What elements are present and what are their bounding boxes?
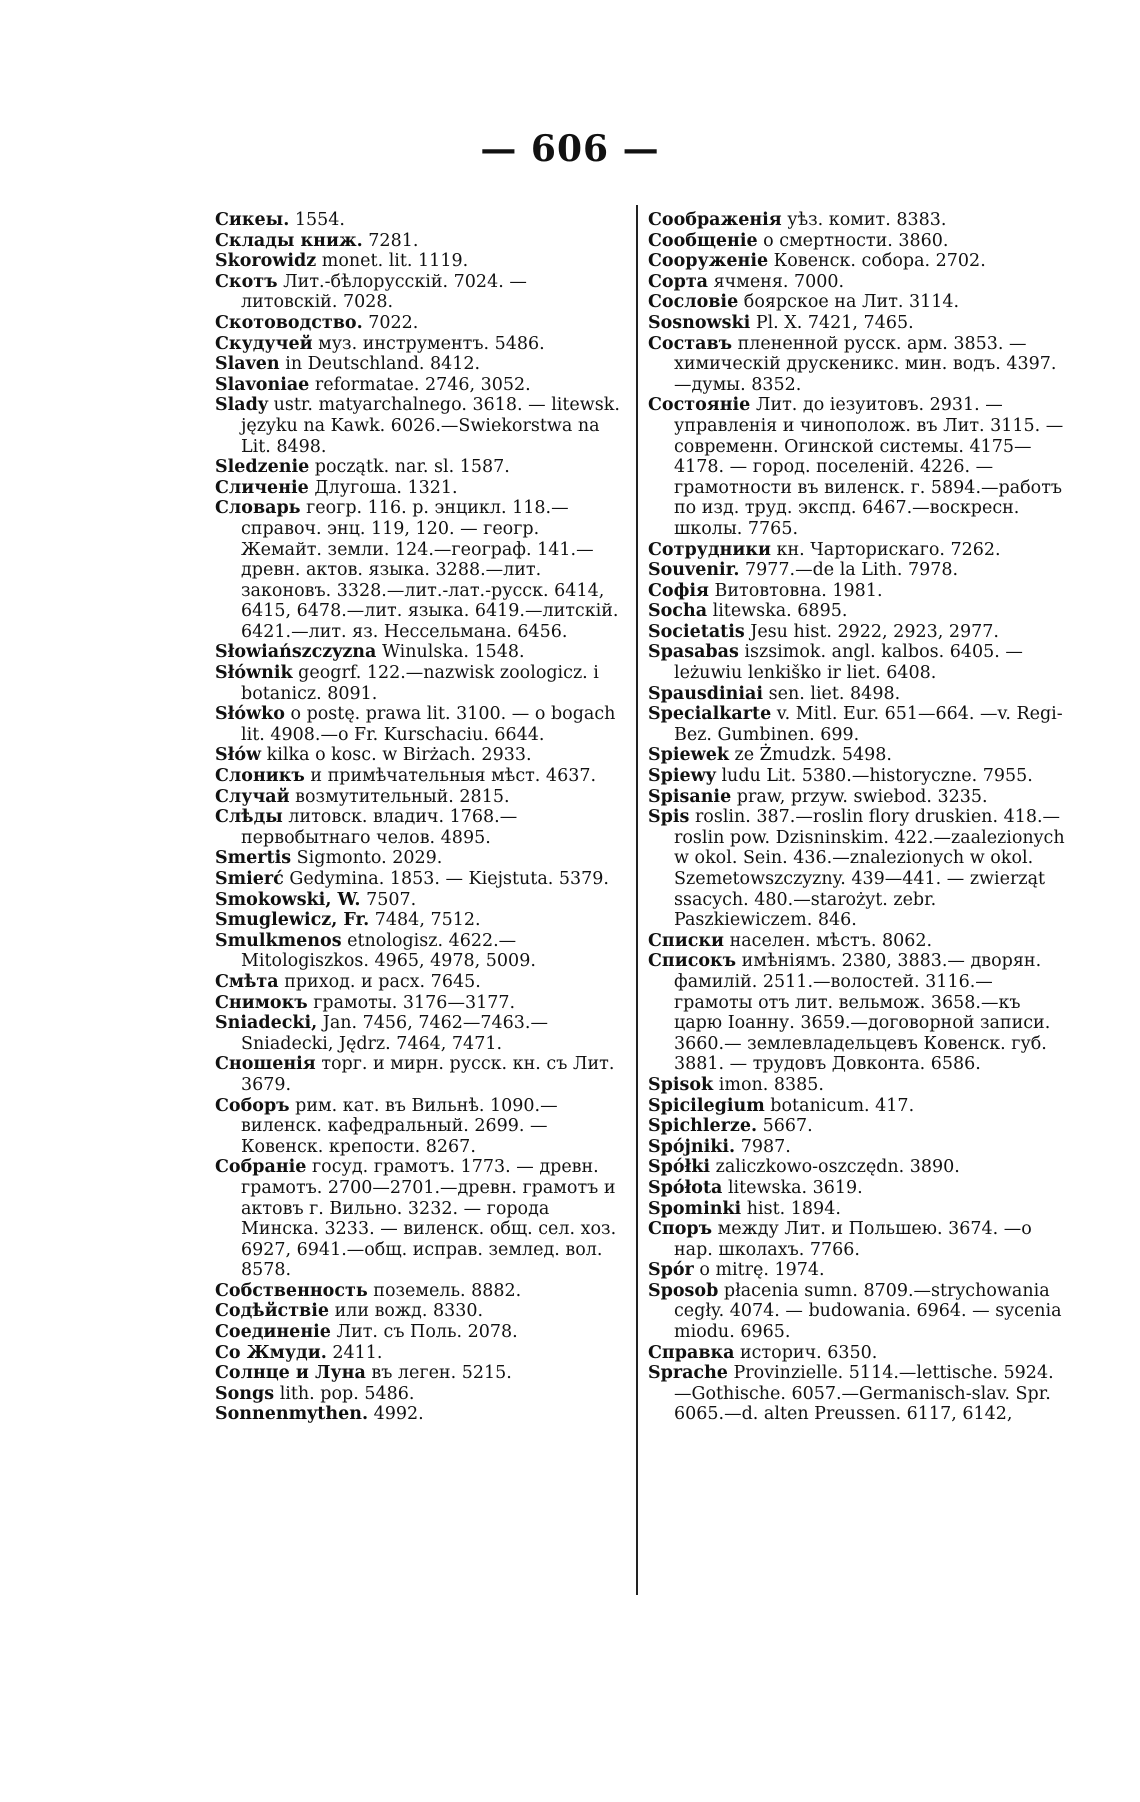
entry-headword: Сословіе: [648, 292, 739, 313]
index-entry: [215, 848, 625, 869]
entry-headword: Скотоводство.: [215, 312, 363, 333]
entry-headword: Споръ: [648, 1219, 713, 1240]
index-entry: [215, 231, 625, 252]
index-entry: [215, 1384, 625, 1405]
entry-references: Витовтовна. 1981.: [708, 580, 883, 601]
entry-references: кн. Чарторискаго. 7262.: [770, 539, 1001, 560]
index-entry: [215, 787, 625, 808]
index-entry: [215, 1281, 625, 1302]
entry-references: Лит.-бѣлорусскій. 7024. — литовскій. 7028.: [241, 271, 527, 313]
index-entry: [648, 1363, 1068, 1425]
entry-references: lith. pop. 5486.: [274, 1383, 415, 1404]
entry-headword: Spór: [648, 1260, 694, 1281]
index-entry: [648, 334, 1068, 396]
entry-headword: Софія: [648, 580, 709, 601]
entry-references: iszsimok. angl. kalbos. 6405. —leżuwiu lenkiško ir liet. 6408.: [674, 642, 1023, 684]
index-entry: [648, 581, 1068, 602]
entry-headword: Spójniki.: [648, 1136, 736, 1157]
index-entry: [215, 1013, 625, 1054]
entry-references: 7281.: [362, 230, 419, 251]
entry-headword: Соображенія: [648, 210, 782, 230]
entry-headword: Słów: [215, 745, 262, 766]
entry-headword: Smuglewicz, Fr.: [215, 910, 370, 931]
entry-headword: Списки: [648, 930, 724, 951]
index-entry: [648, 210, 1068, 231]
entry-references: госуд. грамотъ. 1773. — древн. грамотъ. 2700—2701.—древн. грамотъ и актовъ г. Вильно. 3232. — города Минска. 3233. — виленск. общ. сел. хоз. 6927, 6941.—общ. исправ. землед. вол. 8578.: [241, 1157, 617, 1281]
entry-headword: Сношенія: [215, 1054, 316, 1075]
entry-references: botanicum. 417.: [764, 1095, 915, 1116]
index-entry: [215, 478, 625, 499]
entry-references: monet. lit. 1119.: [316, 251, 469, 272]
index-entry: [215, 931, 625, 972]
entry-references: Pl. X. 7421, 7465.: [750, 312, 914, 333]
index-entry: [648, 313, 1068, 334]
entry-references: поземель. 8882.: [367, 1280, 522, 1301]
entry-headword: Словарь: [215, 498, 301, 519]
index-entry: [648, 1199, 1068, 1220]
entry-references: litewska. 6895.: [707, 601, 848, 622]
entry-headword: Со Жмуди.: [215, 1342, 327, 1363]
index-entry: [648, 231, 1068, 252]
entry-headword: Собственность: [215, 1280, 368, 1301]
entry-headword: Spicilegium: [648, 1095, 765, 1116]
column-divider: [636, 205, 638, 1595]
entry-headword: Sonnenmythen.: [215, 1404, 369, 1425]
entry-references: Лит. съ Поль. 2078.: [330, 1322, 518, 1343]
entry-references: приход. и расх. 7645.: [278, 971, 481, 992]
index-entry: [215, 1322, 625, 1343]
entry-headword: Spółota: [648, 1177, 723, 1198]
index-entry: [215, 251, 625, 272]
index-entry: [215, 272, 625, 313]
entry-references: ячменя. 7000.: [708, 271, 845, 292]
entry-references: praw, przyw. swiebod. 3235.: [731, 786, 988, 807]
index-entry: [215, 766, 625, 787]
index-entry: [215, 354, 625, 375]
entry-headword: Spichlerze.: [648, 1116, 758, 1137]
entry-headword: Склады книж.: [215, 230, 363, 251]
entry-headword: Spis: [648, 807, 690, 828]
index-entry: [648, 951, 1068, 1075]
index-entry: [648, 1343, 1068, 1364]
index-entry: [215, 704, 625, 745]
index-entry: [648, 1157, 1068, 1178]
index-entry: [648, 931, 1068, 952]
entry-headword: Солнце и Луна: [215, 1363, 366, 1384]
index-entry: [648, 766, 1068, 787]
entry-references: 5667.: [757, 1116, 813, 1137]
entry-references: ze Żmudzk. 5498.: [728, 745, 892, 766]
index-entry: [648, 1137, 1068, 1158]
entry-references: reformatae. 2746, 3052.: [309, 374, 531, 395]
entry-references: etnologisz. 4622.—Mitologiszkos. 4965, 4978, 5009.: [241, 930, 536, 972]
index-entry: [648, 622, 1068, 643]
index-entry: [648, 560, 1068, 581]
entry-references: Ковенск. собора. 2702.: [768, 251, 986, 272]
entry-references: торг. и мирн. русск. кн. съ Лит. 3679.: [241, 1054, 615, 1095]
index-entry: [648, 601, 1068, 622]
entry-references: 1554.: [289, 210, 345, 230]
index-entry: [215, 869, 625, 890]
entry-references: roslin. 387.—roslin flory druskien. 418.—roslin pow. Dzisninskim. 422.—zaalezionych w okol. Sein. 436.—znalezionych w okol. Szemetowszczyzny. 439—441. — zwierząt ssacych. 480.—starożyt. zebr. Paszkiewiczem. 846.: [674, 807, 1065, 931]
entry-references: imon. 8385.: [713, 1074, 824, 1095]
entry-headword: Spisok: [648, 1074, 714, 1095]
entry-headword: Socha: [648, 601, 708, 622]
index-entry: [648, 1096, 1068, 1117]
entry-references: грамоты. 3176—3177.: [307, 992, 516, 1013]
index-entry: [648, 1260, 1068, 1281]
entry-references: имѣніямъ. 2380, 3883.— дворян. фамилій. 2511.—волостей. 3116.— грамоты отъ лит. вельмож. 3658.—къ царю Ioанну. 3659.—договорной записи. 3660.— землевладельцевъ Ковенск. губ. 3881. — трудовъ Довконта. 6586.: [674, 951, 1051, 1075]
entry-references: sen. liet. 8498.: [763, 683, 901, 704]
entry-headword: Собраніе: [215, 1157, 307, 1178]
entry-headword: Скудучей: [215, 333, 313, 354]
entry-headword: Slavoniae: [215, 374, 310, 395]
entry-references: 7987.: [735, 1136, 791, 1157]
entry-references: Jan. 7456, 7462—7463.— Sniadecki, Jędrz. 7464, 7471.: [241, 1013, 548, 1054]
entry-references: 7507.: [360, 889, 417, 910]
index-entry: [215, 334, 625, 355]
entry-headword: Spasabas: [648, 642, 739, 663]
entry-headword: Слѣды: [215, 807, 283, 828]
entry-references: возмутительный. 2815.: [289, 786, 510, 807]
index-entry: [648, 787, 1068, 808]
entry-headword: Сличеніе: [215, 477, 309, 498]
index-entry: [215, 910, 625, 931]
entry-references: kilka o kosc. w Birżach. 2933.: [261, 745, 532, 766]
entry-headword: Slaven: [215, 354, 280, 375]
entry-headword: Смѣта: [215, 971, 279, 992]
entry-headword: Сорта: [648, 271, 709, 292]
index-entry: [215, 890, 625, 911]
entry-references: литовск. владич. 1768.— первобытнаго челов. 4895.: [241, 807, 518, 848]
index-entry: [215, 1301, 625, 1322]
entry-headword: Spiewy: [648, 766, 716, 787]
entry-headword: Smierć: [215, 869, 284, 889]
entry-headword: Smokowski, W.: [215, 889, 361, 910]
entry-headword: Соборъ: [215, 1095, 290, 1116]
entry-headword: Слоникъ: [215, 766, 305, 787]
index-entry: [215, 313, 625, 334]
left-column: [215, 210, 625, 1425]
index-entry: [215, 498, 625, 642]
entry-headword: Снимокъ: [215, 992, 308, 1013]
entry-references: ustr. matyarchalnego. 3618. — litewsk. języku na Kawk. 6026.—Swiekorstwa na Lit. 8498.: [241, 395, 620, 457]
entry-references: и примѣчательныя мѣст. 4637.: [304, 766, 597, 787]
entry-headword: Справка: [648, 1342, 735, 1363]
index-entry: [215, 993, 625, 1014]
entry-headword: Songs: [215, 1383, 275, 1404]
entry-references: Winulska. 1548.: [376, 642, 525, 663]
entry-references: hist. 1894.: [741, 1198, 841, 1219]
entry-references: początk. nar. sl. 1587.: [309, 457, 510, 478]
right-column: [648, 210, 1068, 1425]
index-entry: [648, 1178, 1068, 1199]
entry-references: geogrf. 122.—nazwisk zoologicz. i botanicz. 8091.: [241, 663, 599, 704]
entry-references: litewska. 3619.: [722, 1177, 863, 1198]
index-entry: [215, 1096, 625, 1158]
entry-headword: Souvenir.: [648, 560, 740, 581]
entry-headword: Spausdiniai: [648, 683, 764, 704]
index-entry: [648, 540, 1068, 561]
entry-headword: Sledzenie: [215, 457, 310, 478]
index-entry: [215, 210, 625, 231]
entry-headword: Spiewek: [648, 745, 729, 766]
entry-headword: Составъ: [648, 333, 733, 354]
entry-headword: Соединеніе: [215, 1322, 331, 1343]
entry-references: Лит. до іезуитовъ. 2931. —управленія и чинополож. въ Лит. 3115. — современн. Огинской системы. 4175—4178. — город. поселеній. 4226. — грамотности въ виленск. г. 5894.—работъ по изд. труд. экспд. 6467.—воскресн. школы. 7765.: [674, 395, 1064, 539]
index-entry: [648, 1219, 1068, 1260]
entry-headword: Sprache: [648, 1363, 728, 1384]
index-entry: [648, 395, 1068, 539]
entry-headword: Случай: [215, 786, 290, 807]
index-entry: [648, 272, 1068, 293]
page-number: — 606 —: [480, 128, 660, 170]
index-entry: [648, 292, 1068, 313]
index-entry: [648, 807, 1068, 931]
entry-references: o postę. prawa lit. 3100. — o bogach lit. 4908.—o Fr. Kurschaciu. 6644.: [241, 704, 616, 745]
entry-references: płacenia sumn. 8709.—strychowania cegły. 4074. — budowania. 6964. — sycenia miodu. 6965.: [674, 1280, 1062, 1343]
entry-references: v. Mitl. Eur. 651—664. —v. Regi-Bez. Gumbinen. 699.: [674, 704, 1063, 745]
entry-headword: Spisanie: [648, 786, 732, 807]
entry-headword: Smertis: [215, 848, 292, 869]
entry-references: o mitrę. 1974.: [693, 1260, 825, 1281]
entry-headword: Specialkarte: [648, 704, 772, 725]
entry-references: муз. инструментъ. 5486.: [312, 333, 545, 354]
entry-headword: Сотрудники: [648, 539, 771, 560]
entry-references: уѣз. комит. 8383.: [781, 210, 947, 230]
entry-headword: Сикеы.: [215, 210, 290, 230]
index-entry: [215, 457, 625, 478]
entry-headword: Skorowidz: [215, 251, 317, 272]
entry-references: 2411.: [326, 1342, 383, 1363]
index-entry: [215, 663, 625, 704]
index-entry: [215, 1363, 625, 1384]
index-entry: [215, 807, 625, 848]
entry-references: Длугоша. 1321.: [308, 477, 458, 498]
entry-references: геогр. 116. р. энцикл. 118.— справоч. энц. 119, 120. — геогр. Жемайт. земли. 124.—географ. 141.—древн. актов. языка. 3288.—лит. законовъ. 3328.—лит.-лат.-русск. 6414, 6415, 6478.—лит. языка. 6419.—литскій. 6421.—лит. яз. Нессельмана. 6456.: [241, 498, 619, 642]
entry-references: между Лит. и Польшею. 3674. —о нар. школахъ. 7766.: [674, 1219, 1032, 1260]
index-entry: [215, 395, 625, 457]
entry-headword: Spominki: [648, 1198, 742, 1219]
entry-references: Jesu hist. 2922, 2923, 2977.: [744, 621, 999, 642]
entry-headword: Słowiańszczyzna: [215, 642, 377, 663]
entry-references: ludu Lit. 5380.—historyczne. 7955.: [715, 766, 1033, 787]
entry-references: 7977.—de la Lith. 7978.: [739, 560, 959, 581]
index-entry: [648, 745, 1068, 766]
entry-references: или вожд. 8330.: [329, 1301, 484, 1322]
entry-references: 4992.: [368, 1404, 424, 1425]
entry-references: zaliczkowo-oszczędn. 3890.: [710, 1157, 960, 1178]
entry-references: 7022.: [362, 312, 419, 333]
index-entry: [215, 1054, 625, 1095]
entry-headword: Slady: [215, 395, 269, 416]
entry-references: Provinzielle. 5114.—lettische. 5924.—Gothische. 6057.—Germanisch-slav. Spr. 6065.—d. alten Preussen. 6117, 6142,: [674, 1363, 1054, 1425]
entry-headword: Smulkmenos: [215, 930, 342, 951]
entry-headword: Скотъ: [215, 271, 278, 292]
index-entry: [215, 1343, 625, 1364]
entry-headword: Słównik: [215, 663, 293, 684]
entry-references: плененной русск. арм. 3853. —химическій друскеникс. мин. водъ. 4397. —думы. 8352.: [674, 333, 1057, 395]
entry-references: Sigmonto. 2029.: [291, 848, 443, 869]
index-entry: [648, 1281, 1068, 1343]
entry-headword: Sniadecki,: [215, 1013, 318, 1034]
index-entry: [648, 1116, 1068, 1137]
entry-headword: Списокъ: [648, 951, 737, 972]
index-entry: [648, 251, 1068, 272]
index-entry: [215, 1404, 625, 1425]
entry-references: въ леген. 5215.: [365, 1363, 512, 1384]
entry-references: о смертности. 3860.: [757, 230, 949, 251]
entry-headword: Содѣйствіе: [215, 1301, 329, 1322]
index-entry: [215, 972, 625, 993]
entry-headword: Sosnowski: [648, 312, 751, 333]
entry-headword: Spółki: [648, 1157, 711, 1178]
entry-headword: Słówko: [215, 704, 285, 725]
index-entry: [215, 642, 625, 663]
entry-headword: Сооруженіе: [648, 251, 769, 272]
entry-headword: Societatis: [648, 621, 745, 642]
entry-headword: Sposob: [648, 1280, 719, 1301]
index-entry: [648, 684, 1068, 705]
entry-references: in Deutschland. 8412.: [279, 354, 481, 375]
index-entry: [215, 375, 625, 396]
entry-references: 7484, 7512.: [369, 910, 481, 931]
entry-references: боярское на Лит. 3114.: [738, 292, 960, 313]
entry-references: рим. кат. въ Вильнѣ. 1090.— виленск. кафедральный. 2699. — Ковенск. крепости. 8267.: [241, 1095, 558, 1157]
entry-headword: Сообщеніе: [648, 230, 758, 251]
entry-references: историч. 6350.: [734, 1342, 878, 1363]
entry-references: Gedymina. 1853. — Kiejstuta. 5379.: [283, 869, 609, 889]
index-entry: [648, 1075, 1068, 1096]
entry-headword: Состояніе: [648, 395, 751, 416]
index-entry: [648, 704, 1068, 745]
index-entry: [648, 642, 1068, 683]
index-entry: [215, 1157, 625, 1281]
entry-references: населен. мѣстъ. 8062.: [724, 930, 933, 951]
index-entry: [215, 745, 625, 766]
